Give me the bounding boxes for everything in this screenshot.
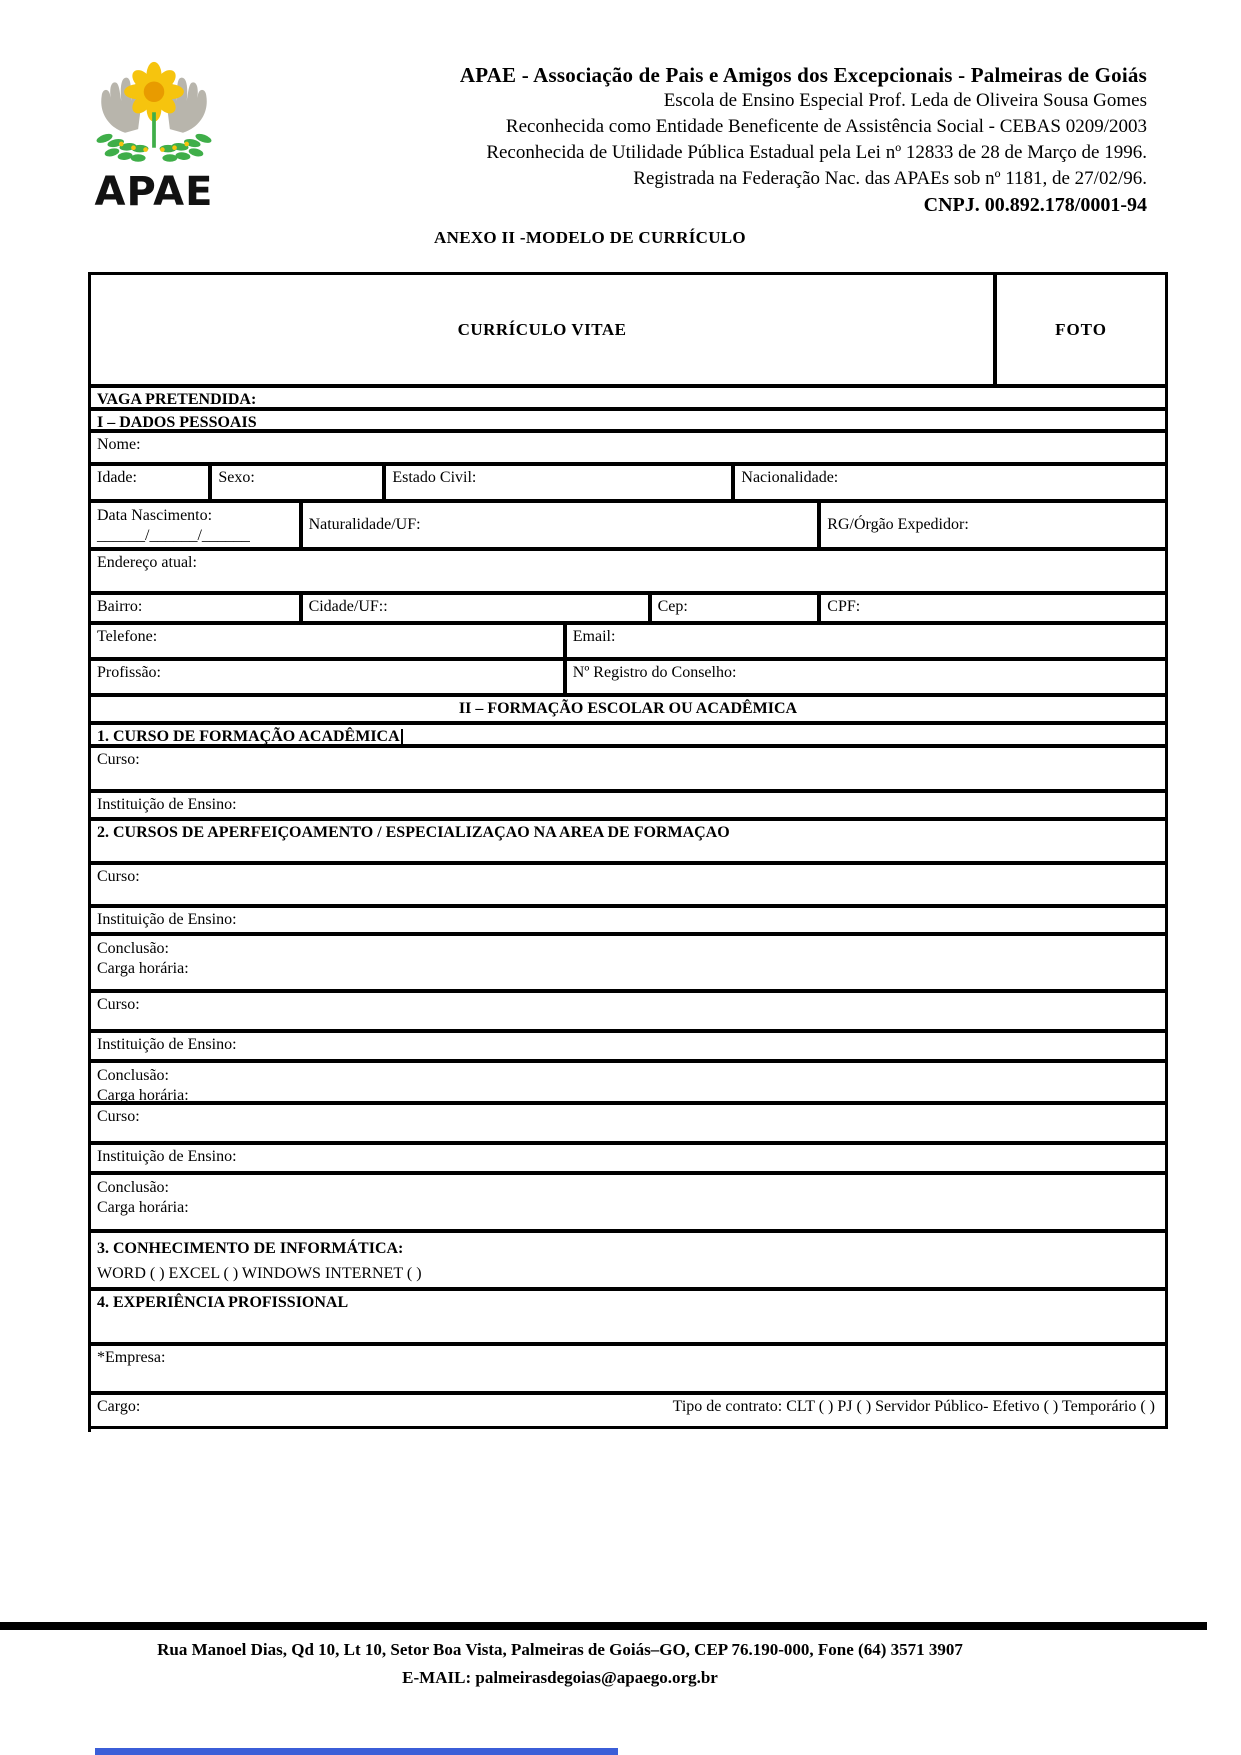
field-naturalidade[interactable]: Naturalidade/UF: [303,503,822,547]
curriculo-vitae-label: CURRÍCULO VITAE [457,319,627,339]
field-rg-orgao[interactable]: RG/Órgão Expedidor: [827,516,969,533]
field-cargo-tipo-contrato[interactable] [91,1395,1165,1426]
item-curso-formacao-academica[interactable]: 1. CURSO DE FORMAÇÃO ACADÊMICA [91,725,1165,744]
org-name: APAE - Associação de Pais e Amigos dos Excepcionais - Palmeiras de Goiás [459,63,1147,87]
cnpj: CNPJ. 00.892.178/0001-94 [923,194,1147,216]
field-conclusao-carga-2[interactable]: Conclusão: Carga horária: [97,1067,189,1104]
cargo-label: Cargo: [97,1398,141,1415]
apae-logo-icon [84,60,224,172]
footer [0,1636,1120,1692]
field-cep[interactable]: Cep: [652,595,822,621]
field-instituicao-1[interactable]: Instituição de Ensino: [97,796,237,813]
footer-address: Rua Manoel Dias, Qd 10, Lt 10, Setor Boa Vista, Palmeiras de Goiás–GO, CEP 76.190-000, Fone (64) 3571 3907 [157,1640,963,1659]
lei-line: Reconhecida de Utilidade Pública Estadual pela Lei nº 12833 de 28 de Março de 1996. [486,142,1147,163]
cebas-line: Reconhecida como Entidade Beneficente de Assistência Social - CEBAS 0209/2003 [505,116,1147,137]
field-curso-1[interactable]: Curso: [97,751,140,768]
field-data-nascimento[interactable]: Data Nascimento: ______/______/______ [91,503,303,547]
data-nascimento-mask: ______/______/______ [97,527,250,544]
section-formacao-escolar[interactable]: II – FORMAÇÃO ESCOLAR OU ACADÊMICA [458,700,798,717]
school-name: Escola de Ensino Especial Prof. Leda de Oliveira Sousa Gomes [663,90,1147,111]
foto-cell[interactable] [997,275,1165,384]
field-profissao[interactable]: Profissão: [91,661,567,693]
field-curso-4[interactable]: Curso: [97,1108,140,1125]
field-curso-2[interactable]: Curso: [97,868,140,885]
field-empresa[interactable]: *Empresa: [97,1349,166,1366]
field-sexo[interactable]: Sexo: [212,466,386,499]
field-idade[interactable]: Idade: [91,466,212,499]
field-email[interactable]: Email: [572,628,616,645]
field-instituicao-4[interactable]: Instituição de Ensino: [97,1148,237,1165]
field-cidade-uf[interactable]: Cidade/UF:: [303,595,652,621]
field-conclusao-carga-3[interactable]: Conclusão: Carga horária: [97,1179,189,1216]
section-dados-pessoais[interactable]: I – DADOS PESSOAIS [97,414,257,431]
field-instituicao-2[interactable]: Instituição de Ensino: [97,911,237,928]
field-curso-3[interactable]: Curso: [97,996,140,1013]
apae-logo [84,60,224,215]
field-estado-civil[interactable]: Estado Civil: [386,466,735,499]
footer-divider [0,1622,1207,1630]
field-endereco-atual[interactable]: Endereço atual: [97,554,197,571]
field-instituicao-3[interactable]: Instituição de Ensino: [97,1036,237,1053]
field-registro-conselho[interactable]: Nº Registro do Conselho: [572,664,737,681]
letterhead [225,62,1147,218]
curriculum-form-table [88,272,1168,1429]
item-conhecimento-informatica[interactable]: 3. CONHECIMENTO DE INFORMÁTICA: WORD ( ) EXCEL ( ) WINDOWS INTERNET ( ) [91,1233,1165,1287]
federacao-line: Registrada na Federação Nac. das APAEs sob nº 1181, de 27/02/96. [633,168,1147,189]
curriculo-vitae-cell[interactable] [91,275,997,384]
field-nacionalidade[interactable]: Nacionalidade: [741,469,839,486]
table-border-stub [88,1423,91,1432]
bottom-accent-bar [95,1748,618,1755]
footer-email: E-MAIL: palmeirasdegoias@apaego.org.br [402,1668,718,1687]
page-title: ANEXO II -MODELO DE CURRÍCULO [434,228,746,247]
foto-label: FOTO [1055,319,1107,339]
field-nome[interactable]: Nome: [97,436,141,453]
text-cursor [401,729,403,745]
tipo-contrato-label: Tipo de contrato: CLT ( ) PJ ( ) Servidor Público- Efetivo ( ) Temporário ( ) [672,1398,1155,1415]
field-cpf[interactable]: CPF: [827,598,861,615]
item-cursos-aperfeicoamento[interactable]: 2. CURSOS DE APERFEIÇOAMENTO / ESPECIALIZAÇAO NA AREA DE FORMAÇAO [97,824,730,841]
field-vaga-pretendida[interactable]: VAGA PRETENDIDA: [97,391,257,408]
informatica-checkboxes: WORD ( ) EXCEL ( ) WINDOWS INTERNET ( ) [97,1265,422,1282]
apae-logo-text: APAE [94,169,214,215]
field-telefone[interactable]: Telefone: [91,625,567,657]
field-bairro[interactable]: Bairro: [91,595,303,621]
field-conclusao-carga-1[interactable]: Conclusão: Carga horária: [97,940,189,977]
item-experiencia-profissional[interactable]: 4. EXPERIÊNCIA PROFISSIONAL [97,1294,349,1311]
